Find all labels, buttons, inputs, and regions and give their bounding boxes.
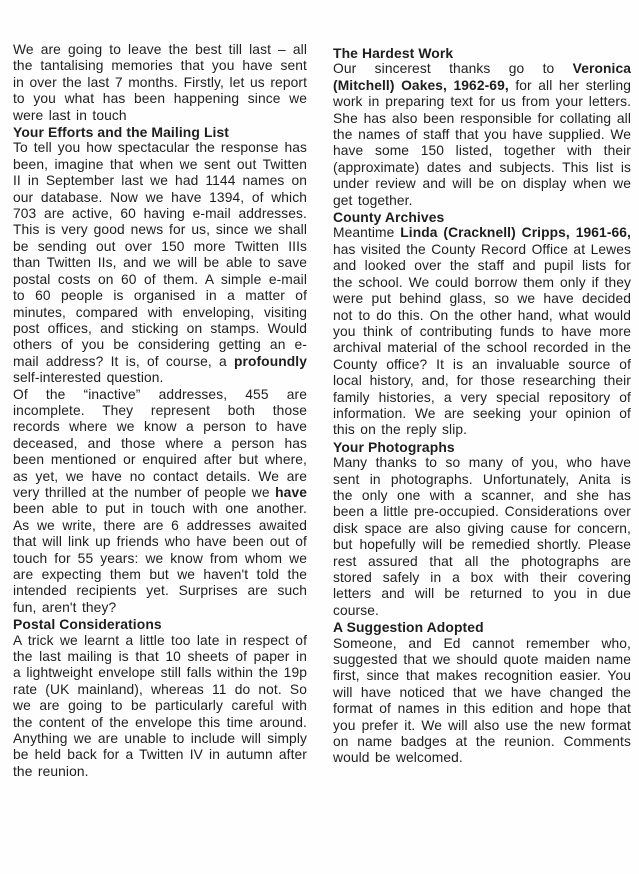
text-segment: Of the “inactive” addresses, 455 are incomplete. They represent both those records where we know a person to have deceased, and those where a person has been mentioned or enquired after but where, as yet, we have no contact details. We are very thrilled at the number of people we xyxy=(13,386,307,500)
text-segment: self-interested question. xyxy=(13,370,164,386)
text-segment: been able to put in touch with one another. As we write, there are 6 addresses awaited that will link up friends who have been out of touch for 55 years: we know from whom we are expecting them but we haven't told the intended recipients yet. Surprises are such fun, aren't they? xyxy=(13,501,307,615)
text-segment: Someone, and Ed cannot remember who, suggested that we should quote maiden name first, since that makes recognition easier. You will have noticed that we have changed the format of names in this edition and hope that you prefer it. We will also use the new format on name badges at the reunion. Comments would be welcomed. xyxy=(333,635,631,766)
body-paragraph xyxy=(333,636,631,767)
section-heading: Your Efforts and the Mailing List xyxy=(13,124,230,141)
section-heading: A Suggestion Adopted xyxy=(333,619,484,636)
body-paragraph xyxy=(333,225,631,438)
emphasized-text-segment: Veronica (Mitchell) Oakes, 1962-69, xyxy=(333,61,631,93)
text-segment: A trick we learnt a little too late in respect of the last mailing is that 10 sheets of paper in a lightweight envelope still falls within the 19p rate (UK mainland), whereas 11 do not. So we are going to be particularly careful with the content of the envelope this time around. Anything we are unable to include will simply be held back for a Twitten IV in autumn after the reunion. xyxy=(13,632,307,779)
emphasized-text-segment: Linda (Cracknell) Cripps, 1961-66, xyxy=(400,225,631,241)
column-right xyxy=(333,42,631,874)
body-paragraph xyxy=(13,387,307,617)
section-heading: The Hardest Work xyxy=(333,45,454,61)
text-segment: Meantime xyxy=(333,225,401,241)
body-paragraph xyxy=(13,140,307,386)
emphasized-text-segment: have xyxy=(275,484,307,500)
section-heading: Your Photographs xyxy=(333,438,455,455)
body-paragraph xyxy=(13,633,307,781)
text-segment: Many thanks to so many of you, who have sent in photographs. Unfortunately, Anita is the only one with a scanner, and she has been a little pre-occupied. Considerations over disk space are also giving cause for concern, but hopefully will be remedied shortly. Please rest assured that all the photographs are stored safely in a box with their covering letters and will be returned to you in due course. xyxy=(333,455,631,618)
text-segment: for all her sterling work in preparing text for us from your letters. She has also been responsible for collating all the names of staff that you have supplied. We have some 150 listed, together with their (approximate) dates and subjects. This list is under review and will be on display when we get together. xyxy=(333,77,631,208)
body-paragraph xyxy=(333,61,631,209)
emphasized-text-segment: profoundly xyxy=(233,353,307,369)
text-segment: has visited the County Record Office at Lewes and looked over the staff and pupil lists for the school. We could borrow them only if they were put behind glass, so we have decided not to do this. On the other hand, what would you think of contributing funds to have more archival material of the school recorded in the County office? It is an invaluable source of local history, and, for those researching their family histories, a very special repository of information. We are seeking your opinion of this on the reply slip. xyxy=(333,241,631,438)
body-paragraph xyxy=(333,455,631,619)
text-segment: To tell you how spectacular the response has been, imagine that when we sent out Twitten II in September last we had 1144 names on our database. Now we have 1394, of which 703 are active, 60 having e-mail addresses. This is very good news for us, since we shall be sending out over 150 more Twitten IIIs than Twitten IIs, and we will be able to save postal costs on 60 of them. A simple e-mail to 60 people is organised in a matter of minutes, compared with enveloping, visiting post offices, and sticking on stamps. Would others of you be considering getting an e-mail address? It is, of course, a xyxy=(13,140,307,369)
column-left xyxy=(13,42,307,874)
section-heading: County Archives xyxy=(333,209,445,226)
text-segment: We are going to leave the best till last – all the tantalising memories that you have sent in over the last 7 months. Firstly, let us report to you what has been happening since we were last in touch xyxy=(13,42,307,123)
text-segment: Our sincerest thanks go to xyxy=(333,61,573,77)
section-heading: Postal Considerations xyxy=(13,616,162,633)
body-paragraph xyxy=(13,42,307,124)
